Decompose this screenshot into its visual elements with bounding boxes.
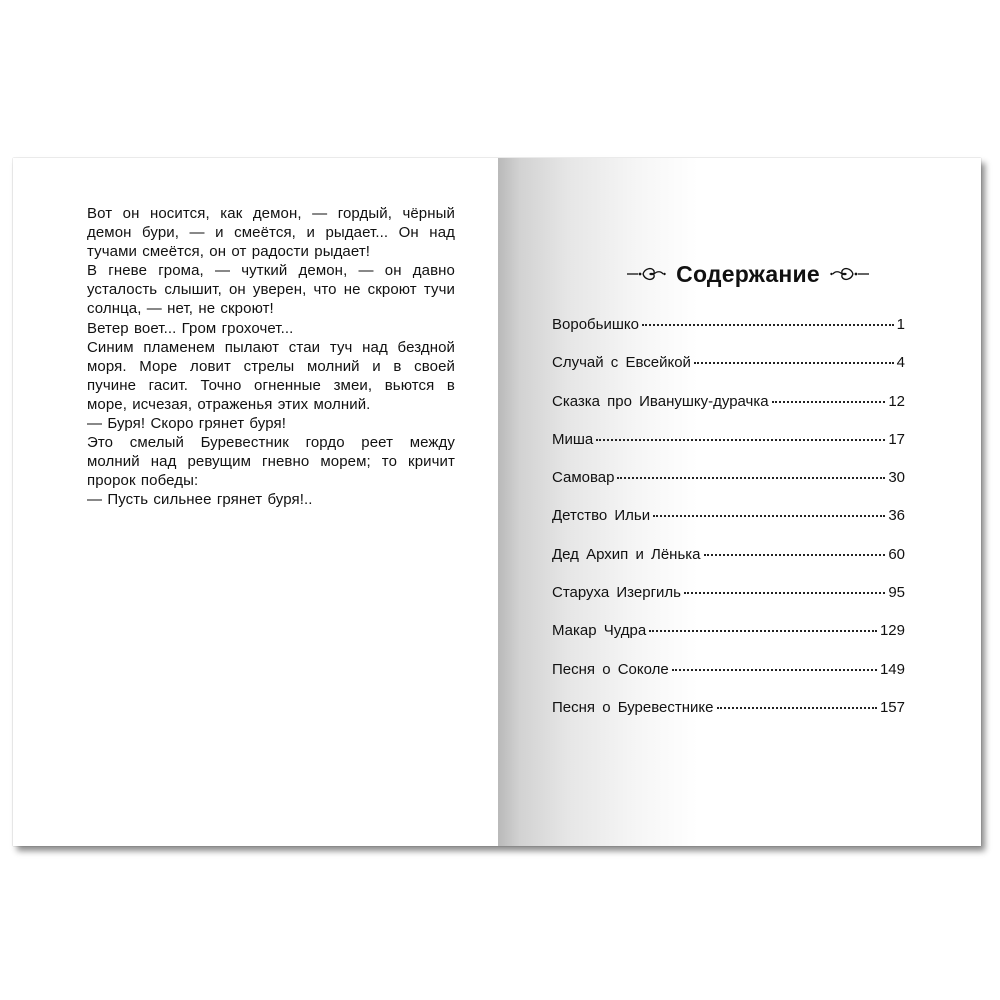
leader-dots (653, 515, 885, 517)
leader-dots (596, 439, 885, 441)
leader-dots (617, 477, 885, 479)
toc-entry-title: Дед Архип и Лёнька (552, 545, 701, 563)
left-page (13, 158, 498, 846)
paragraph: Это смелый Буревестник гордо реет между молний над ревущим гневно морем; то кричит пророк победы: (87, 434, 455, 490)
toc-entry-title: Макар Чудра (552, 622, 647, 640)
paragraph: Синим пламенем пылают стаи туч над бездной моря. Море ловит стрелы молний и в своей пучине гасит. Точно огненные змеи, вьются в море, исчезая, отраженья этих молний. (87, 338, 455, 413)
toc-list (552, 316, 905, 737)
poem-text (87, 204, 455, 510)
leader-dots (704, 554, 886, 556)
paragraph: Ветер воет... Гром грохочет... (87, 319, 294, 337)
toc-entry-title: Старуха Изергиль (552, 584, 681, 602)
toc-entry (552, 507, 905, 545)
paragraph: В гневе грома, — чуткий демон, — он давно усталость слышит, он уверен, что не скроют тучи солнца, — нет, не скроют! (87, 262, 455, 318)
toc-entry-page: 36 (888, 507, 905, 525)
toc-entry-title: Песня о Буревестнике (552, 698, 714, 716)
leader-dots (684, 592, 885, 594)
toc-entry-page: 17 (888, 430, 905, 448)
toc-entry (552, 699, 905, 737)
toc-entry (552, 431, 905, 469)
toc-entry-title: Детство Ильи (552, 507, 651, 525)
paragraph: Вот он носится, как демон, — гордый, чёрный демон бури, — и смеётся, и рыдает... Он над тучами смеётся, он от радости рыдает! (87, 205, 455, 261)
toc-entry (552, 584, 905, 622)
toc-entry (552, 354, 905, 392)
toc-entry-page: 157 (879, 698, 905, 716)
leader-dots (694, 362, 894, 364)
toc-entry-title: Миша (552, 430, 594, 448)
toc-entry (552, 622, 905, 660)
paragraph: — Пусть сильнее грянет буря!.. (87, 491, 313, 509)
toc-entry-title: Самовар (552, 469, 615, 487)
leader-dots (772, 401, 886, 403)
toc-entry-page: 95 (888, 584, 905, 602)
flourish-right-icon (830, 264, 870, 284)
toc-entry (552, 393, 905, 431)
toc-header (618, 254, 878, 294)
flourish-left-icon (626, 264, 666, 284)
toc-entry-page: 129 (879, 622, 905, 640)
toc-entry-page: 60 (888, 545, 905, 563)
leader-dots (642, 324, 894, 326)
toc-entry-page: 12 (888, 392, 905, 410)
paragraph: — Буря! Скоро грянет буря! (87, 415, 286, 433)
right-page (498, 158, 981, 846)
toc-entry-page: 4 (896, 354, 905, 372)
toc-entry-page: 1 (896, 316, 905, 333)
leader-dots (717, 707, 877, 709)
toc-entry (552, 546, 905, 584)
toc-entry-page: 30 (888, 469, 905, 487)
toc-entry-title: Воробьишко (552, 316, 639, 333)
book-spread (13, 158, 981, 846)
toc-entry-title: Сказка про Иванушку-дурачка (552, 392, 769, 410)
toc-entry (552, 469, 905, 507)
toc-title: Содержание (676, 260, 820, 287)
leader-dots (649, 630, 877, 632)
toc-entry-title: Песня о Соколе (552, 660, 669, 678)
toc-entry (552, 661, 905, 699)
toc-entry-title: Случай с Евсейкой (552, 354, 691, 372)
toc-entry-page: 149 (879, 660, 905, 678)
leader-dots (672, 669, 877, 671)
toc-entry (552, 316, 905, 354)
